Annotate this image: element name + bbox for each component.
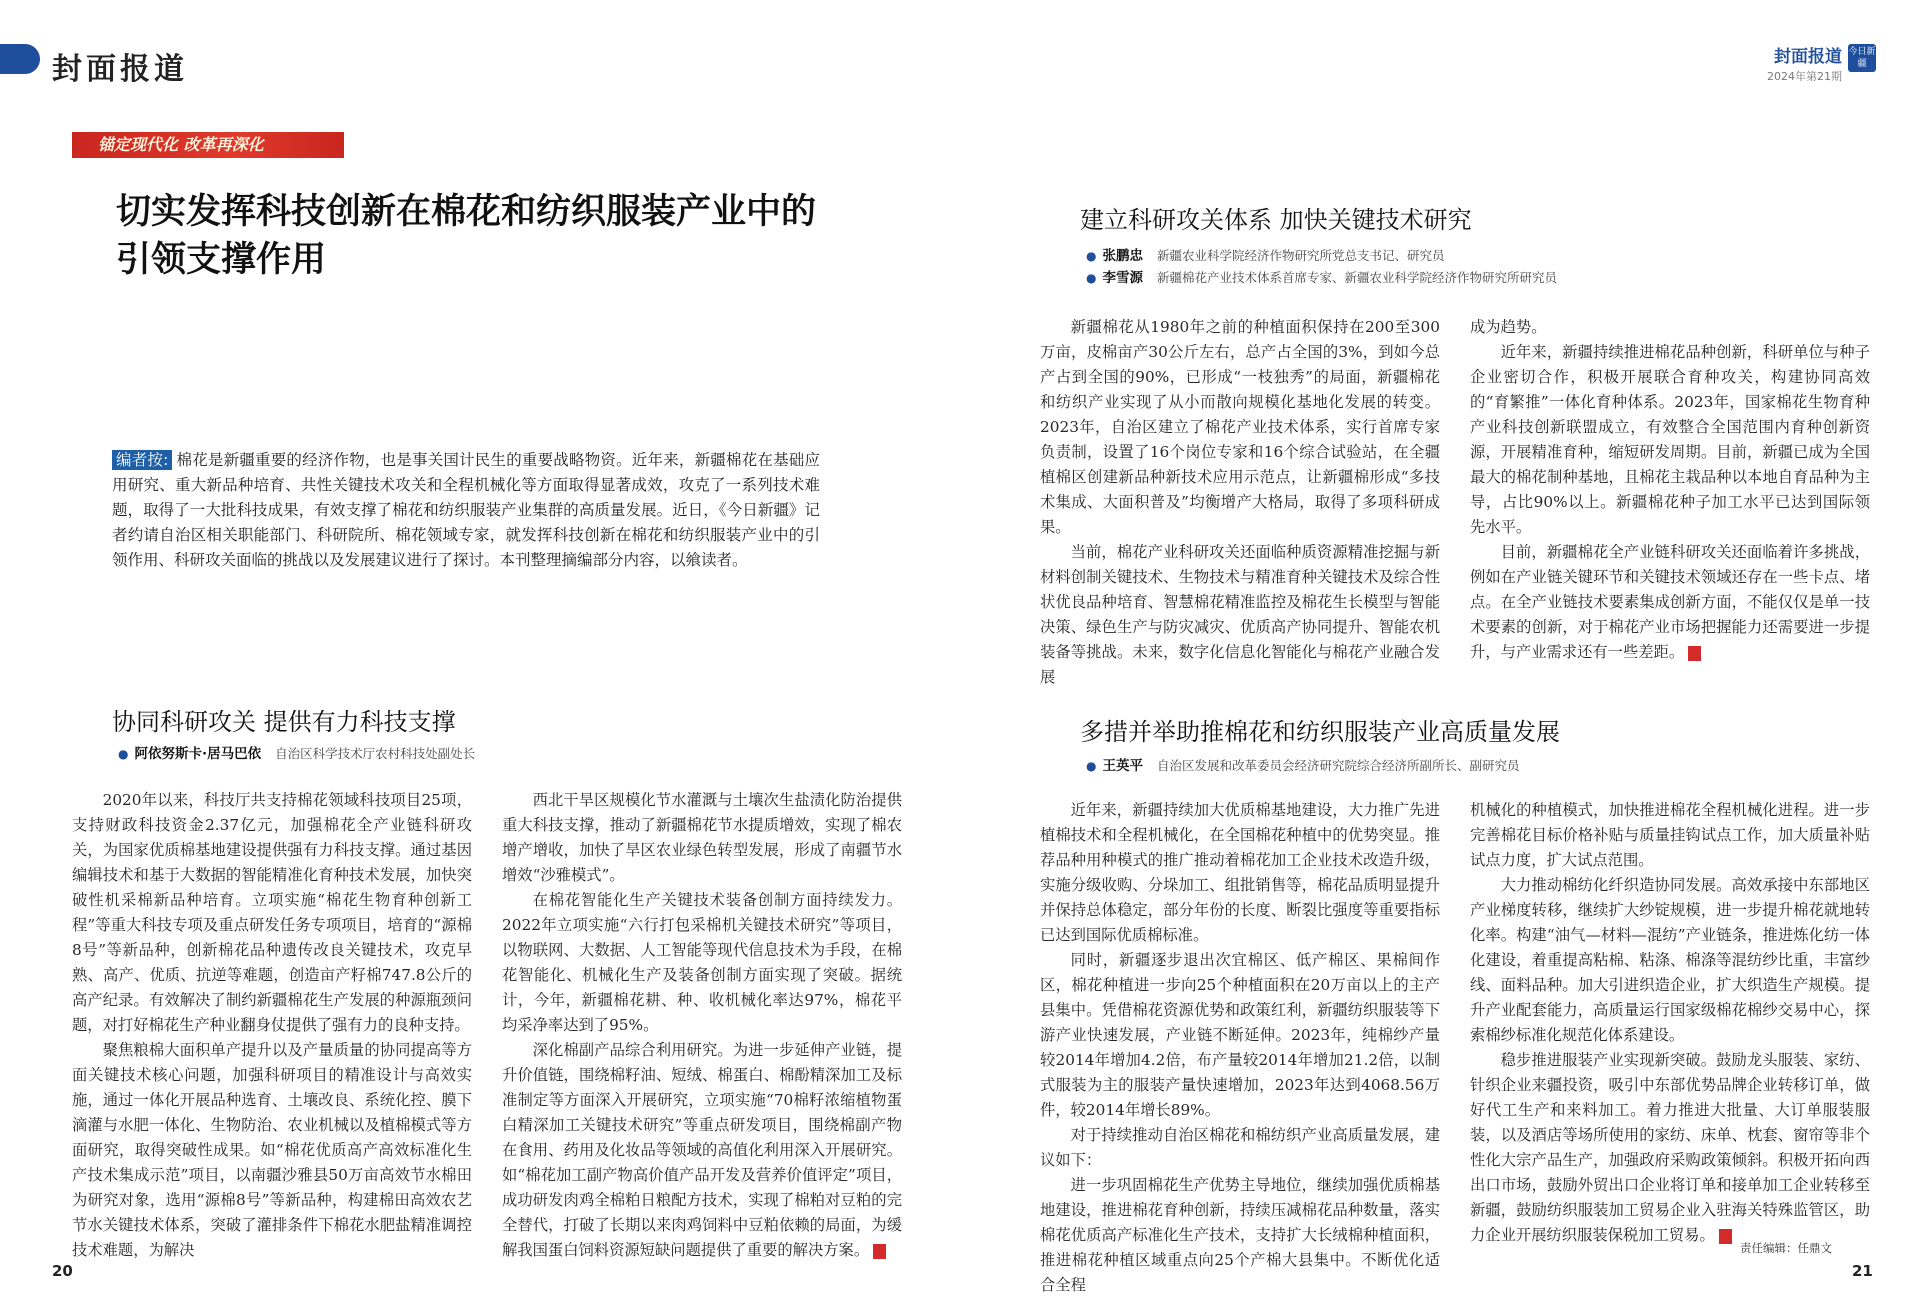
bullet-icon: ● xyxy=(118,747,129,761)
section-1-column-1 xyxy=(72,788,472,1263)
section-2-column-2 xyxy=(1470,315,1870,665)
section-1-column-2 xyxy=(502,788,902,1263)
editor-note xyxy=(112,448,820,573)
paragraph: 近年来，新疆持续推进棉花品种创新，科研单位与种子企业密切合作，积极开展联合育种攻关，构建协同高效的“育繁推”一体化育种体系。2023年，国家棉花生物育种产业科技创新联盟成立，有效整合全国范围内育种创新资源，开展精准育种，缩短研发周期。目前，新疆已成为全国最大的棉花制种基地，且棉花主栽品种以本地自育品种为主导，占比90%以上。新疆棉花种子加工水平已达到国际领先水平。 xyxy=(1470,343,1870,536)
paragraph: 对于持续推动自治区棉花和棉纺织产业高质量发展，建议如下： xyxy=(1040,1126,1440,1169)
author-name: 阿依努斯卡·居马巴依 xyxy=(134,746,262,762)
section-2-author-1 xyxy=(1086,244,1445,264)
topic-banner: 锚定现代化 改革再深化 xyxy=(72,132,344,158)
paragraph: 2020年以来，科技厅共支持棉花领域科技项目25项，支持财政科技资金2.37亿元，加强棉花全产业链科研攻关，为国家优质棉基地建设提供强有力科技支撑。通过基因编辑技术和基于大数据的智能精准化育种技术发展，加快突破性机采棉新品种培育。立项实施“棉花生物育种创新工程”等重大科技专项及重点研发任务专项项目，培育的“源棉8号”等新品种，创新棉花品种遗传改良关键技术，攻克早熟、高产、优质、抗逆等难题，创造亩产籽棉747.8公斤的高产纪录。有效解决了制约新疆棉花生产发展的种源瓶颈问题，对打好棉花生产种业翻身仗提供了强有力的良种支持。 xyxy=(72,791,472,1034)
author-role: 自治区发展和改革委员会经济研究院综合经济所副所长、副研究员 xyxy=(1156,758,1520,773)
paragraph-text: 深化棉副产品综合利用研究。为进一步延伸产业链，提升价值链，围绕棉籽油、短绒、棉蛋白、棉酚精深加工及标准制定等方面深入开展研究，立项实施“70棉籽浓缩植物蛋白精深加工关键技术研究”等重点研发项目，围绕棉副产物在食用、药用及化妆品等领域的高值化利用深入开展研究。如“棉花加工副产物高价值产品开发及营养价值评定”项目，成功研发肉鸡全棉粕日粮配方技术，实现了棉粕对豆粕的完全替代，打破了长期以来肉鸡饲料中豆粕依赖的局面，为缓解我国蛋白饲料资源短缺问题提供了重要的解决方案。 xyxy=(502,1041,902,1259)
paragraph: 西北干旱区规模化节水灌溉与土壤次生盐渍化防治提供重大科技支撑，推动了新疆棉花节水提质增效，实现了棉农增产增收，加快了旱区农业绿色转型发展，形成了南疆节水增效“沙雅模式”。 xyxy=(502,791,902,884)
magazine-brand xyxy=(1767,42,1842,84)
editor-in-charge: 责任编辑：任鼎文 xyxy=(1740,1241,1832,1255)
bullet-icon: ● xyxy=(1086,271,1097,285)
page-number-right: 21 xyxy=(1852,1262,1873,1280)
paragraph: 新疆棉花从1980年之前的种植面积保持在200至300万亩，皮棉亩产30公斤左右，总产占全国的3%，到如今总产占到全国的90%，已形成“一枝独秀”的局面，新疆棉花和纺织产业实现了从小而散向规模化基地化发展的转变。2023年，自治区建立了棉花产业技术体系，实行首席专家负责制，设置了16个岗位专家和16个综合试验站，在全疆植棉区创建新品种新技术应用示范点，让新疆棉形成“多技术集成、大面积普及”均衡增产大格局，取得了多项科研成果。 xyxy=(1040,318,1440,536)
paragraph xyxy=(1470,1048,1870,1248)
paragraph: 成为趋势。 xyxy=(1470,318,1547,336)
section-3-column-1 xyxy=(1040,798,1440,1298)
section-1-title: 协同科研攻关 提供有力科技支撑 xyxy=(112,708,456,736)
end-mark-icon xyxy=(873,1244,886,1259)
paragraph: 在棉花智能化生产关键技术装备创制方面持续发力。2022年立项实施“六行打包采棉机关键技术研究”等项目，以物联网、大数据、人工智能等现代信息技术为手段，在棉花智能化、机械化生产及装备创制方面实现了突破。据统计，今年，新疆棉花耕、种、收机械化率达97%，棉花平均采净率达到了95%。 xyxy=(502,891,902,1034)
paragraph: 聚焦粮棉大面积单产提升以及产量质量的协同提高等方面关键技术核心问题，加强科研项目的精准设计与高效实施，通过一体化开展品种选育、土壤改良、系统化控、膜下滴灌与水肥一体化、生物防治、农业机械以及植棉模式等方面研究，取得突破性成果。如“棉花优质高产高效标准化生产技术集成示范”项目，以南疆沙雅县50万亩高效节水棉田为研究对象，选用“源棉8号”等新品种，构建棉田高效农艺节水关键技术体系，突破了灌排条件下棉花水肥盐精准调控技术难题，为解决 xyxy=(72,1041,472,1259)
magazine-logo: 今日新疆 xyxy=(1848,44,1876,72)
section-tag: 封面报道 xyxy=(52,52,188,87)
article-title: 切实发挥科技创新在棉花和纺织服装产业中的引领支撑作用 xyxy=(116,192,817,280)
paragraph: 同时，新疆逐步退出次宜棉区、低产棉区、果棉间作区，棉花种植进一步向25个种植面积在20万亩以上的主产县集中。凭借棉花资源优势和政策红利，新疆纺织服装等下游产业快速发展，产业链不断延伸。2023年，纯棉纱产量较2014年增加4.2倍，布产量较2014年增加21.2倍，以制式服装为主的服装产量快速增加，2023年达到4068.56万件，较2014年增长89%。 xyxy=(1040,951,1440,1119)
author-name: 李雪源 xyxy=(1102,270,1143,286)
section-1-author xyxy=(118,742,475,762)
author-name: 王英平 xyxy=(1102,758,1143,774)
issue-number: 2024年第21期 xyxy=(1767,70,1842,83)
editor-note-label: 编者按: xyxy=(112,450,172,470)
paragraph: 进一步巩固棉花生产优势主导地位，继续加强优质棉基地建设，推进棉花育种创新，持续压减棉花品种数量，落实棉花优质高产标准化生产技术，支持扩大长绒棉种植面积，推进棉花种植区域重点向25个产棉大县集中。不断优化适合全程 xyxy=(1040,1176,1440,1294)
paragraph: 当前，棉花产业科研攻关还面临种质资源精准挖掘与新材料创制关键技术、生物技术与精准育种关键技术及综合性状优良品种培育、智慧棉花精准监控及棉花生长模型与智能决策、绿色生产与防灾减灾、优质高产协同提升、智能农机装备等挑战。未来，数字化信息化智能化与棉花产业融合发展 xyxy=(1040,543,1440,686)
section-2-author-2 xyxy=(1086,266,1557,286)
paragraph: 机械化的种植模式，加快推进棉花全程机械化进程。进一步完善棉花目标价格补贴与质量挂钩试点工作，加大质量补贴试点力度，扩大试点范围。 xyxy=(1470,801,1870,869)
brand-name: 封面报道 xyxy=(1774,47,1842,67)
section-3-title: 多措并举助推棉花和纺织服装产业高质量发展 xyxy=(1080,718,1560,746)
end-mark-icon xyxy=(1688,646,1701,661)
author-role: 新疆棉花产业技术体系首席专家、新疆农业科学院经济作物研究所研究员 xyxy=(1156,270,1557,285)
editor-note-text: 棉花是新疆重要的经济作物，也是事关国计民生的重要战略物资。近年来，新疆棉花在基础应用研究、重大新品种培育、共性关键技术攻关和全程机械化等方面取得显著成效，攻克了一系列技术难题，取得了一大批科技成果，有效支撑了棉花和纺织服装产业集群的高质量发展。近日，《今日新疆》记者约请自治区相关职能部门、科研院所、棉花领域专家，就发挥科技创新在棉花和纺织服装产业中的引领作用、科研攻关面临的挑战以及发展建议进行了探讨。本刊整理摘编部分内容，以飨读者。 xyxy=(112,451,820,569)
paragraph: 近年来，新疆持续加大优质棉基地建设，大力推广先进植棉技术和全程机械化，在全国棉花种植中的优势突显。推荐品种用种模式的推广推动着棉花加工企业技术改造升级，实施分级收购、分垛加工、组批销售等，棉花品质明显提升并保持总体稳定，部分年份的长度、断裂比强度等重要指标已达到国际优质棉标准。 xyxy=(1040,801,1440,944)
section-2-column-1 xyxy=(1040,315,1440,690)
paragraph-text: 目前，新疆棉花全产业链科研攻关还面临着许多挑战，例如在产业链关键环节和关键技术领域还存在一些卡点、堵点。在全产业链技术要素集成创新方面，不能仅仅是单一技术要素的创新，对于棉花产业市场把握能力还需要进一步提升，与产业需求还有一些差距。 xyxy=(1470,543,1870,661)
page-number-left: 20 xyxy=(52,1262,73,1280)
author-role: 新疆农业科学院经济作物研究所党总支书记、研究员 xyxy=(1156,248,1445,263)
paragraph-text: 稳步推进服装产业实现新突破。鼓励龙头服装、家纺、针织企业来疆投资，吸引中东部优势品牌企业转移订单，做好代工生产和来料加工。着力推进大批量、大订单服装服装，以及酒店等场所使用的家纺、床单、枕套、窗帘等非个性化大宗产品生产，加强政府采购政策倾斜。积极开拓向西出口市场，鼓励外贸出口企业将订单和接单加工企业转移至新疆，鼓励纺织服装加工贸易企业入驻海关特殊监管区，助力企业开展纺织服装保税加工贸易。 xyxy=(1470,1051,1870,1244)
paragraph: 大力推动棉纺化纤织造协同发展。高效承接中东部地区产业梯度转移，继续扩大纱锭规模，进一步提升棉花就地转化率。构建“油气—材料—混纺”产业链条，推进炼化纺一体化建设，着重提高粘棉、粘涤、棉涤等混纺纱比重，丰富纱线、面料品种。加大引进织造企业，扩大织造生产规模。提升产业配套能力，高质量运行国家级棉花棉纱交易中心，探索棉纱标准化规范化体系建设。 xyxy=(1470,876,1870,1044)
paragraph xyxy=(502,1038,902,1263)
paragraph xyxy=(1470,540,1870,665)
end-mark-icon xyxy=(1719,1229,1732,1244)
section-2-title: 建立科研攻关体系 加快关键技术研究 xyxy=(1080,206,1472,234)
bullet-icon: ● xyxy=(1086,759,1097,773)
section-tab-marker xyxy=(0,44,40,74)
section-3-author xyxy=(1086,754,1520,774)
author-name: 张鹏忠 xyxy=(1102,248,1143,264)
bullet-icon: ● xyxy=(1086,249,1097,263)
section-3-column-2 xyxy=(1470,798,1870,1248)
author-role: 自治区科学技术厅农村科技处副处长 xyxy=(275,746,476,761)
